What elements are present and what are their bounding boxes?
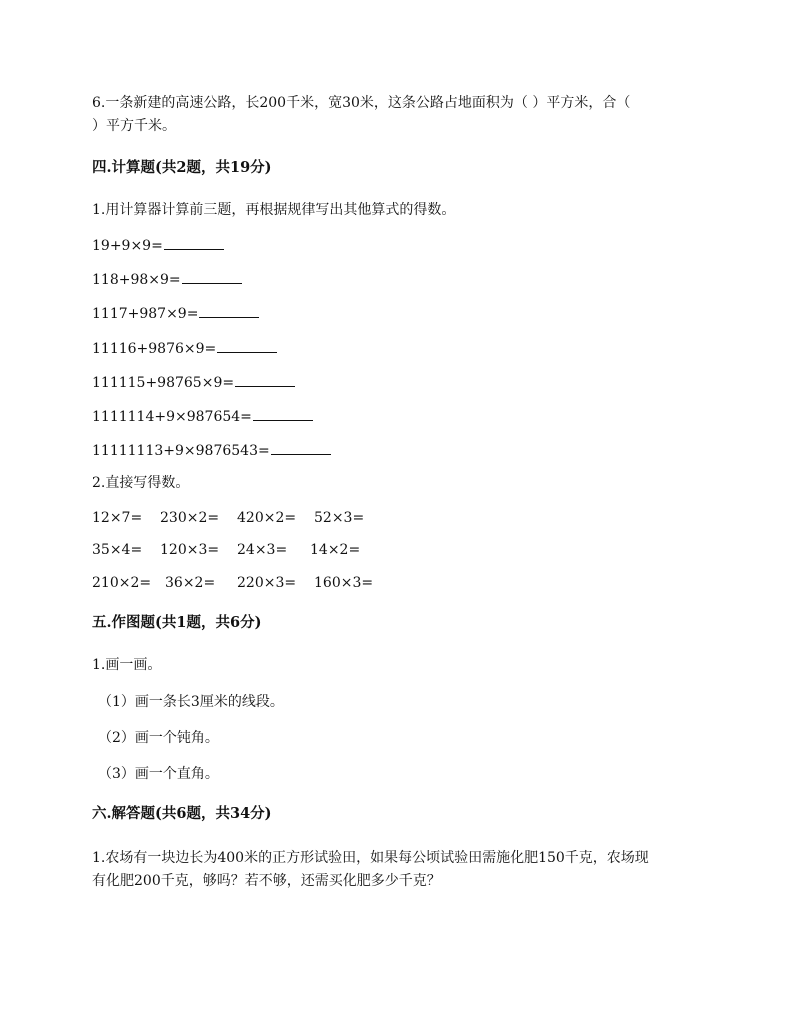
- mental-math-item: 14×2=: [310, 542, 361, 558]
- calc-item: [92, 302, 259, 326]
- question-6-line-2: ）平方千米。: [92, 118, 176, 134]
- section-6-q1-line-1: 1.农场有一块边长为400米的正方形试验田，如果每公顷试验田需施化肥150千克，农场现: [92, 850, 649, 866]
- drawing-task: （2）画一个钝角。: [98, 730, 219, 746]
- mental-math-row: [92, 571, 412, 595]
- section-4-title: 四.计算题(共2题，共19分): [92, 159, 272, 176]
- mental-math-item: 220×3=: [237, 575, 297, 591]
- section-4-q2-prompt: 2.直接写得数。: [92, 475, 190, 491]
- mental-math-item: 52×3=: [314, 510, 365, 526]
- section-5-title: 五.作图题(共1题，共6分): [92, 614, 262, 631]
- mental-math-item: 12×7=: [92, 510, 143, 526]
- mental-math-item: 36×2=: [165, 575, 216, 591]
- drawing-task: （3）画一个直角。: [98, 766, 219, 782]
- answer-blank: [217, 338, 277, 353]
- calc-item-text: 1117+987×9=: [92, 306, 199, 322]
- calc-item: [92, 234, 224, 258]
- mental-math-item: 24×3=: [237, 542, 288, 558]
- calc-item-text: 1111114+9×987654=: [92, 409, 252, 425]
- section-6-q1-line-2: 有化肥200千克，够吗？若不够，还需买化肥多少千克？: [92, 873, 441, 889]
- section-5-q1-prompt: 1.画一画。: [92, 657, 162, 673]
- answer-blank: [164, 235, 224, 250]
- calc-item: [92, 439, 331, 463]
- mental-math-item: 35×4=: [92, 542, 143, 558]
- mental-math-item: 160×3=: [314, 575, 374, 591]
- question-6-line-1: 6.一条新建的高速公路，长200千米，宽30米，这条公路占地面积为（ ）平方米，合（: [92, 95, 631, 111]
- section-6-title: 六.解答题(共6题，共34分): [92, 805, 272, 822]
- mental-math-row: [92, 538, 412, 562]
- answer-blank: [235, 372, 295, 387]
- calc-item: [92, 337, 277, 361]
- answer-blank: [253, 406, 313, 421]
- calc-item: [92, 371, 295, 395]
- drawing-task: （1）画一条长3厘米的线段。: [98, 694, 284, 710]
- mental-math-row: [92, 506, 412, 530]
- calc-item-text: 11116+9876×9=: [92, 341, 217, 357]
- mental-math-item: 420×2=: [237, 510, 297, 526]
- mental-math-item: 230×2=: [160, 510, 220, 526]
- calc-item-text: 11111113+9×9876543=: [92, 443, 270, 459]
- answer-blank: [199, 303, 259, 318]
- section-4-q1-prompt: 1.用计算器计算前三题，再根据规律写出其他算式的得数。: [92, 202, 456, 218]
- calc-item-text: 111115+98765×9=: [92, 375, 235, 391]
- calc-item: [92, 405, 313, 429]
- answer-blank: [182, 269, 242, 284]
- mental-math-item: 120×3=: [160, 542, 220, 558]
- mental-math-item: 210×2=: [92, 575, 152, 591]
- answer-blank: [271, 440, 331, 455]
- calc-item-text: 19+9×9=: [92, 238, 163, 254]
- calc-item: [92, 268, 242, 292]
- calc-item-text: 118+98×9=: [92, 272, 181, 288]
